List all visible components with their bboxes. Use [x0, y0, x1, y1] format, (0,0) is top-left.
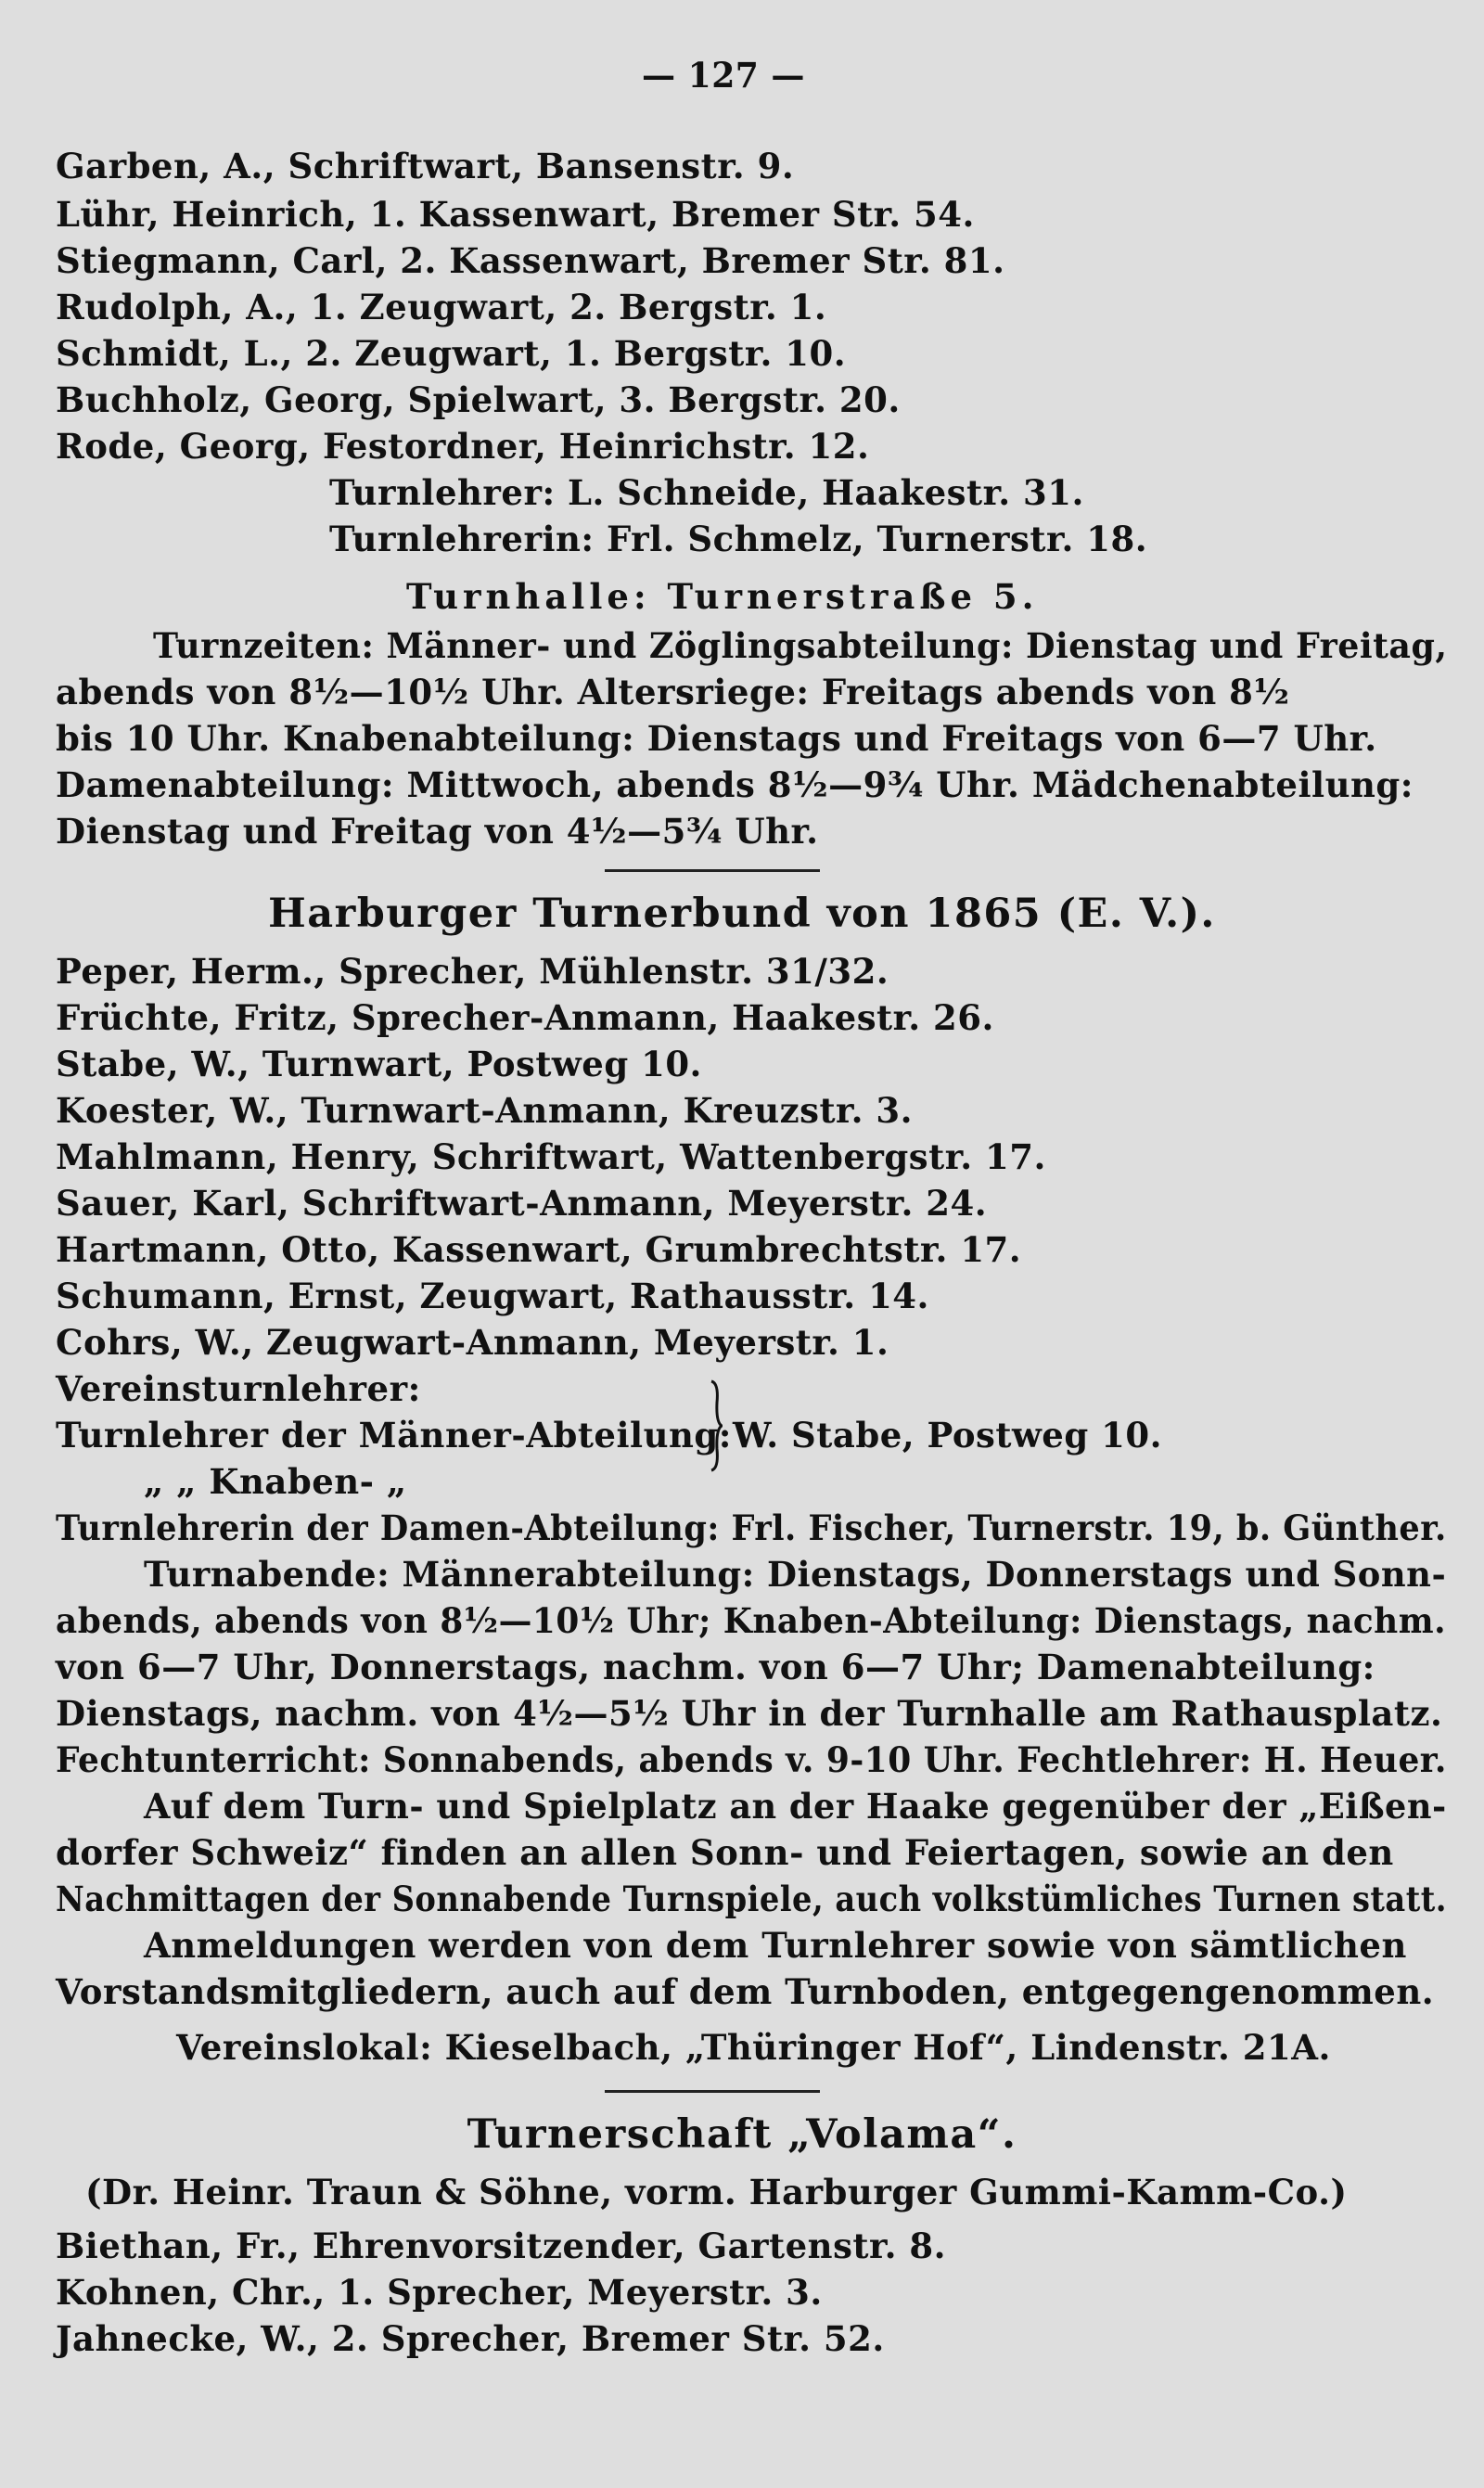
- evenings-line: von 6—7 Uhr, Donnerstags, nachm. von 6—7 Uhr; Damenabteilung:: [56, 1647, 1375, 1687]
- member-line: Peper, Herm., Sprecher, Mühlenstr. 31/32.: [56, 951, 889, 992]
- vereinsturnlehrer-label: Vereinsturnlehrer:: [56, 1368, 421, 1409]
- teacher-line: Turnlehrer: L. Schneide, Haakestr. 31.: [329, 472, 1084, 513]
- member-line: Koester, W., Turnwart-Anmann, Kreuzstr. 3.: [56, 1090, 914, 1131]
- evenings-line: dorfer Schweiz“ finden an allen Sonn- und Feiertagen, sowie an den: [56, 1832, 1394, 1873]
- section-title: Turnerschaft „Volama“.: [467, 2111, 1017, 2158]
- section-subtitle: (Dr. Heinr. Traun & Söhne, vorm. Harburger Gummi-Kamm-Co.): [85, 2172, 1348, 2212]
- teacher-line: Turnlehrerin: Frl. Schmelz, Turnerstr. 18.: [329, 519, 1148, 559]
- member-line: Schmidt, L., 2. Zeugwart, 1. Bergstr. 10.: [56, 333, 847, 374]
- member-line: Rudolph, A., 1. Zeugwart, 2. Bergstr. 1.: [56, 287, 827, 327]
- times-line: Damenabteilung: Mittwoch, abends 8½—9¾ Uhr. Mädchenabteilung:: [56, 764, 1414, 805]
- section-divider: [605, 2090, 820, 2093]
- member-line: Früchte, Fritz, Sprecher-Anmann, Haakestr. 26.: [56, 997, 994, 1038]
- teacher-men-label: Turnlehrer der Männer-Abteilung:: [56, 1415, 732, 1456]
- member-line: Buchholz, Georg, Spielwart, 3. Bergstr. 20.: [56, 379, 901, 420]
- member-line: Stiegmann, Carl, 2. Kassenwart, Bremer Str. 81.: [56, 240, 1005, 281]
- member-line: Biethan, Fr., Ehrenvorsitzender, Gartenstr. 8.: [56, 2225, 946, 2266]
- evenings-line: Nachmittagen der Sonnabende Turnspiele, auch volkstümliches Turnen statt.: [56, 1879, 1447, 1919]
- member-line: Garben, A., Schriftwart, Bansenstr. 9.: [56, 146, 795, 186]
- member-line: Schumann, Ernst, Zeugwart, Rathausstr. 14.: [56, 1276, 929, 1316]
- member-line: Stabe, W., Turnwart, Postweg 10.: [56, 1044, 702, 1084]
- evenings-line: Turnabende: Männerabteilung: Dienstags, Donnerstags und Sonn-: [144, 1554, 1447, 1595]
- evenings-line: Anmeldungen werden von dem Turnlehrer sowie von sämtlichen: [144, 1925, 1407, 1966]
- evenings-line: abends, abends von 8½—10½ Uhr; Knaben-Abteilung: Dienstags, nachm.: [56, 1600, 1447, 1641]
- member-line: Mahlmann, Henry, Schriftwart, Wattenbergstr. 17.: [56, 1136, 1046, 1177]
- teacher-women-line: Turnlehrerin der Damen-Abteilung: Frl. Fischer, Turnerstr. 19, b. Günther.: [56, 1507, 1447, 1548]
- hall-line: Turnhalle: Turnerstraße 5.: [406, 576, 1039, 617]
- teacher-boys-label: „ „ Knaben- „: [144, 1461, 407, 1502]
- member-line: Kohnen, Chr., 1. Sprecher, Meyerstr. 3.: [56, 2272, 823, 2313]
- member-line: Cohrs, W., Zeugwart-Anmann, Meyerstr. 1.: [56, 1322, 889, 1363]
- evenings-line: Vereinslokal: Kieselbach, „Thüringer Hof“, Lindenstr. 21A.: [176, 2027, 1331, 2068]
- member-line: Jahnecke, W., 2. Sprecher, Bremer Str. 52.: [56, 2318, 885, 2359]
- member-line: Lühr, Heinrich, 1. Kassenwart, Bremer Str. 54.: [56, 194, 975, 235]
- evenings-line: Vorstandsmitgliedern, auch auf dem Turnboden, entgegengenommen.: [56, 1971, 1435, 2012]
- evenings-line: Fechtunterricht: Sonnabends, abends v. 9-10 Uhr. Fechtlehrer: H. Heuer.: [56, 1739, 1447, 1780]
- page-number: — 127 —: [642, 55, 805, 96]
- evenings-line: Auf dem Turn- und Spielplatz an der Haake gegenüber der „Eißen-: [144, 1786, 1447, 1827]
- evenings-line: Dienstags, nachm. von 4½—5½ Uhr in der Turnhalle am Rathausplatz.: [56, 1693, 1443, 1734]
- teacher-name: W. Stabe, Postweg 10.: [733, 1415, 1162, 1456]
- times-line: bis 10 Uhr. Knabenabteilung: Dienstags und Freitags von 6—7 Uhr.: [56, 718, 1377, 759]
- times-line: Dienstag und Freitag von 4½—5¾ Uhr.: [56, 811, 819, 852]
- member-line: Sauer, Karl, Schriftwart-Anmann, Meyerstr. 24.: [56, 1183, 988, 1224]
- section-divider: [605, 869, 820, 872]
- times-line: abends von 8½—10½ Uhr. Altersriege: Freitags abends von 8½: [56, 672, 1290, 712]
- section-title: Harburger Turnerbund von 1865 (E. V.).: [268, 891, 1216, 937]
- member-line: Hartmann, Otto, Kassenwart, Grumbrechtstr. 17.: [56, 1229, 1022, 1270]
- times-line: Turnzeiten: Männer- und Zöglingsabteilung: Dienstag und Freitag,: [153, 625, 1448, 666]
- member-line: Rode, Georg, Festordner, Heinrichstr. 12.: [56, 426, 870, 467]
- curly-brace-icon: [710, 1379, 723, 1472]
